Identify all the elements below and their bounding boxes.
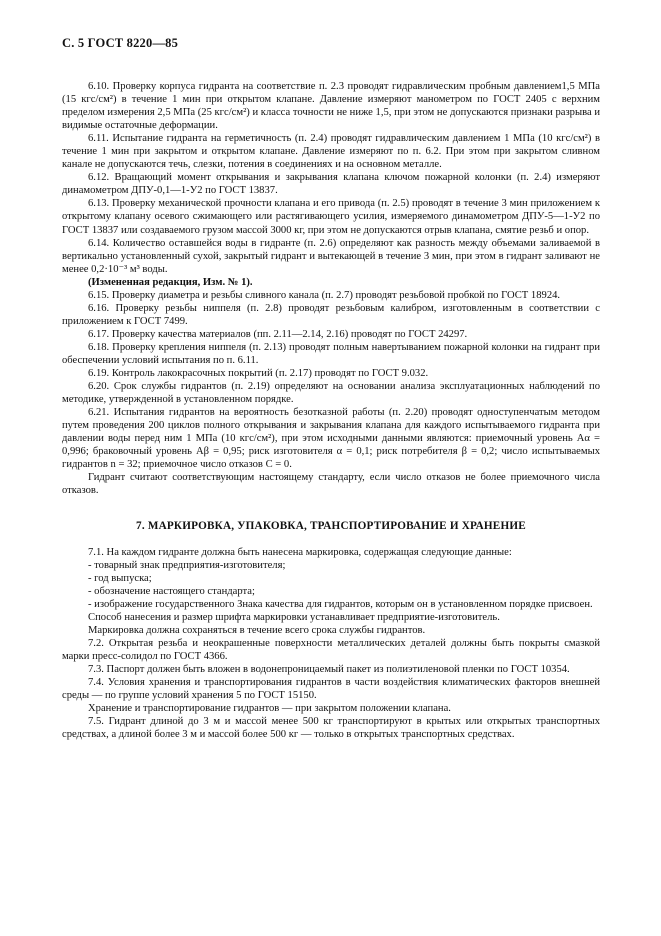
paragraph-7-1: 7.1. На каждом гидранте должна быть нанесена маркировка, содержащая следующие данные: [88,546,512,558]
paragraph-storage: Хранение и транспортирование гидрантов — при закрытом положении клапана. [88,703,451,715]
list-item: - товарный знак предприятия-изготовителя; [88,559,286,571]
paragraph-6-16: 6.16. Проверку резьбы ниппеля (п. 2.8) проводят резьбовым калибром, изготовленным в соответствии с приложением к ГОСТ 7499. [62,302,600,327]
paragraph-6-17: 6.17. Проверку качества материалов (пп. 2.11—2.14, 2.16) проводят по ГОСТ 24297. [88,328,468,340]
paragraph-6-21: 6.21. Испытания гидрантов на вероятность безотказной работы (п. 2.20) проводят одноступенчатым методом путем проведения 200 циклов полного открывания и закрывания клапана для каждого испытываемого гидранта при давлении воды перед ним 1 МПа (10 кгс/см²), при этом исходными данными являются: приемочный уровень Aα = 0,996; браковочный уровень Aβ = 0,95; риск изготовителя α = 0,1; риск потребителя β = 0,2; число испытываемых гидрантов n = 32; приемочное число отказов C = 0. [62,407,600,471]
list-item: - год выпуска; [88,572,152,584]
paragraph-marking-durability: Маркировка должна сохраняться в течение всего срока службы гидрантов. [88,624,426,636]
paragraph-7-5: 7.5. Гидрант длиной до 3 м и массой менее 500 кг транспортируют в крытых или открытых транспортных средствах, а длиной более 3 м и массой более 500 кг — только в открытых транспортных средствах. [62,716,600,741]
paragraph-6-20: 6.20. Срок службы гидрантов (п. 2.19) определяют на основании анализа эксплуатационных наблюдений по методике, утвержденной в установленном порядке. [62,381,600,406]
paragraph-7-3: 7.3. Паспорт должен быть вложен в водонепроницаемый пакет из полиэтиленовой пленки по ГОСТ 10354. [88,663,570,675]
paragraph-6-19: 6.19. Контроль лакокрасочных покрытий (п. 2.17) проводят по ГОСТ 9.032. [88,368,429,380]
paragraph-marking-method: Способ нанесения и размер шрифта маркировки устанавливает предприятие-изготовитель. [88,611,500,623]
paragraph-conformity: Гидрант считают соответствующим настоящему стандарту, если число отказов не более приемочного числа отказов. [62,472,600,497]
paragraph-6-11: 6.11. Испытание гидранта на герметичность (п. 2.4) проводят гидравлическим давлением 1 МПа (10 кгс/см²) в течение 1 мин при закрытом и открытом клапане. Давление измеряют по п. 6.2. При этом при закрытом сливном канале не допускаются течь, слезки, потения в соединениях и на основном металле. [62,133,600,171]
paragraph-6-14: 6.14. Количество оставшейся воды в гидранте (п. 2.6) определяют как разность между объемами заливаемой в вертикально установленный сухой, закрытый гидрант и вытекающей в течение 3 мин, при этом в гидрант заливают не менее 0,2·10⁻³ м³ воды. [62,237,600,275]
section-7-title: 7. МАРКИРОВКА, УПАКОВКА, ТРАНСПОРТИРОВАНИЕ И ХРАНЕНИЕ [136,519,526,532]
list-item: - обозначение настоящего стандарта; [88,585,255,597]
revision-note: (Измененная редакция, Изм. № 1). [88,276,253,288]
paragraph-6-10: 6.10. Проверку корпуса гидранта на соответствие п. 2.3 проводят гидравлическим пробным давлением1,5 МПа (15 кгс/см²) в течение 1 мин при открытом клапане. Давление измеряют манометром по ГОСТ 2405 с верхним пределом измерения 2,5 МПа (25 кгс/см²) и класса точности не ниже 1,5, при этом не допускаются признаки разрыва и видимые остаточные деформации. [62,81,600,132]
paragraph-7-4: 7.4. Условия хранения и транспортирования гидрантов в части воздействия климатических факторов внешней среды — по группе условий хранения 5 по ГОСТ 15150. [62,676,600,702]
paragraph-6-12: 6.12. Вращающий момент открывания и закрывания клапана ключом пожарной колонки (п. 2.4) измеряют динамометром ДПУ-0,1—1-У2 по ГОСТ 13837. [62,172,600,197]
paragraph-6-15: 6.15. Проверку диаметра и резьбы сливного канала (п. 2.7) проводят резьбовой пробкой по ГОСТ 18924. [88,289,561,301]
paragraph-6-13: 6.13. Проверку механической прочности клапана и его привода (п. 2.5) проводят в течение 3 мин приложением к открытому клапану осевого сжимающего или растягивающего усилия, измеряемого динамометром ДПУ-5—1-У2 по ГОСТ 13837 или создаваемого грузом массой 3000 кг, при этом не допускаются отрыв клапана, смятие резьб и опор. [62,198,600,236]
page-header: С. 5 ГОСТ 8220—85 [62,36,179,50]
paragraph-6-18: 6.18. Проверку крепления ниппеля (п. 2.13) проводят полным навертыванием пожарной колонки на гидрант при обеспечении условий испытания по п. 6.11. [62,341,600,366]
list-item: - изображение государственного Знака качества для гидрантов, которым он в установленном порядке присвоен. [88,598,593,610]
paragraph-7-2: 7.2. Открытая резьба и неокрашенные поверхности металлических деталей должны быть покрыты смазкой марки пресс-солидол по ГОСТ 4366. [62,637,600,662]
document-page [62,36,600,741]
